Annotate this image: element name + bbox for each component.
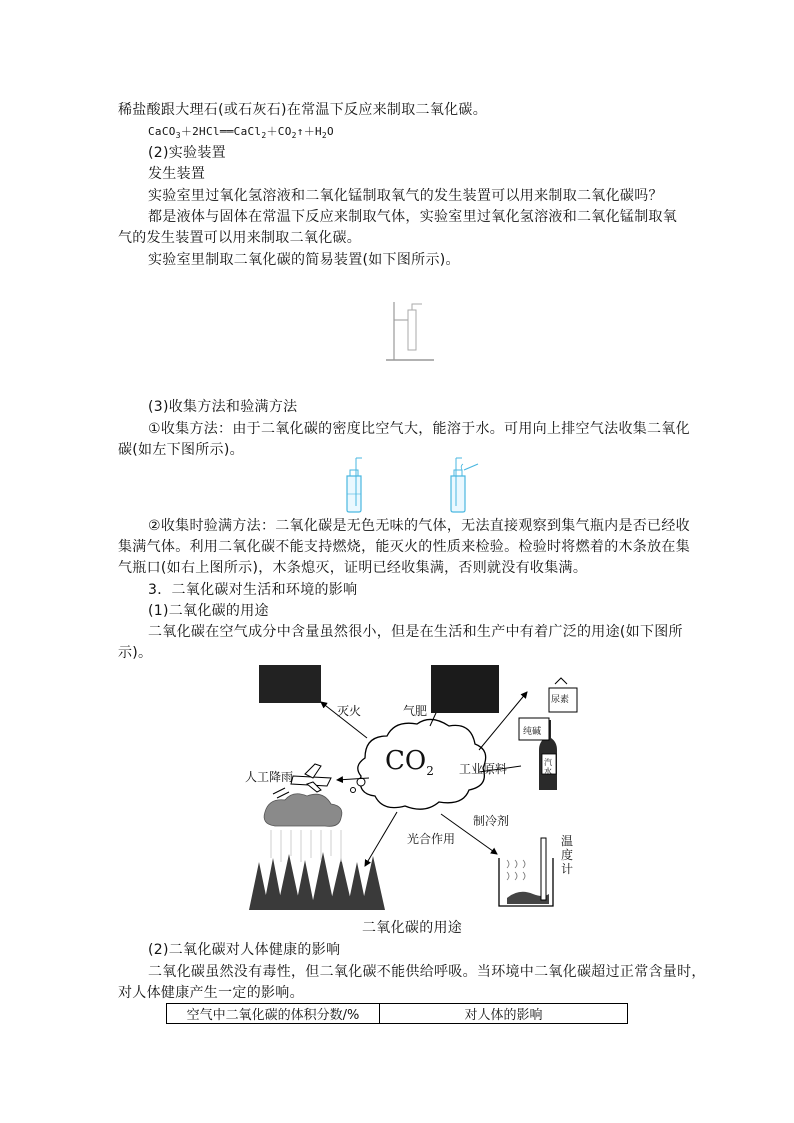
label-industry: 工业原料 bbox=[459, 762, 508, 776]
label-refrigerant: 制冷剂 bbox=[473, 814, 510, 828]
label-urea: 尿素 bbox=[551, 695, 570, 705]
label-soda-water: 汽水 bbox=[544, 758, 552, 776]
verify-full-bottle-figure bbox=[442, 456, 482, 514]
table-header-row bbox=[167, 1004, 628, 1024]
label-photosynthesis: 光合作用 bbox=[407, 832, 456, 846]
text-line: 碳(如左下图所示)。 bbox=[118, 442, 244, 458]
co2-uses-diagram bbox=[245, 662, 585, 912]
text-line: ②收集时验满方法：二氧化碳是无色无味的气体，无法直接观察到集气瓶内是否已经收 bbox=[148, 518, 690, 534]
label-thermometer: 温度计 bbox=[561, 834, 574, 876]
text-line: 稀盐酸跟大理石(或石灰石)在常温下反应来制取二氧化碳。 bbox=[118, 102, 488, 118]
section-heading: (3)收集方法和验满方法 bbox=[148, 399, 298, 415]
label-artificial-rain: 人工降雨 bbox=[245, 770, 294, 784]
table-header-cell: 空气中二氧化碳的体积分数/% bbox=[167, 1004, 380, 1024]
apparatus-figure bbox=[380, 296, 440, 362]
health-effects-table bbox=[166, 1003, 628, 1024]
label-fire: 灭火 bbox=[337, 704, 362, 718]
label-fertilizer: 气肥 bbox=[403, 704, 428, 718]
subheading: 发生装置 bbox=[148, 166, 206, 182]
text-line: 集满气体。利用二氧化碳不能支持燃烧，能灭火的性质来检验。检验时将燃着的木条放在集 bbox=[118, 539, 690, 555]
text-line: 对人体健康产生一定的影响。 bbox=[118, 985, 304, 1001]
table-header-cell: 对人体的影响 bbox=[380, 1004, 628, 1024]
text-line: 气的发生装置可以用来制取二氧化碳。 bbox=[118, 230, 362, 246]
text-line: 二氧化碳虽然没有毒性，但二氧化碳不能供给呼吸。当环境中二氧化碳超过正常含量时， bbox=[148, 964, 706, 980]
subheading: (2)二氧化碳对人体健康的影响 bbox=[148, 942, 341, 958]
question-line: 实验室里过氧化氢溶液和二氧化锰制取氧气的发生装置可以用来制取二氧化碳吗？ bbox=[148, 188, 663, 204]
fire-extinguishing-photo bbox=[259, 665, 321, 703]
section-heading: 3．二氧化碳对生活和环境的影响 bbox=[148, 582, 358, 598]
co2-label: $CO_2$ bbox=[385, 746, 434, 779]
greenhouse-photo bbox=[431, 665, 499, 713]
text-line: 实验室里制取二氧化碳的简易装置(如下图所示)。 bbox=[148, 252, 460, 268]
section-heading: (2)实验装置 bbox=[148, 145, 226, 161]
text-line: 气瓶口(如右上图所示)，木条熄灭，证明已经收集满，否则就没有收集满。 bbox=[118, 560, 588, 576]
text-line: 二氧化碳在空气成分中含量虽然很小，但是在生活和生产中有着广泛的用途(如下图所 bbox=[148, 624, 683, 640]
chemical-equation: $CaCO_3+2HCl══CaCl_2+CO_2↑+H_2O$ bbox=[148, 125, 334, 141]
subheading: (1)二氧化碳的用途 bbox=[148, 603, 269, 619]
text-line: ①收集方法：由于二氧化碳的密度比空气大，能溶于水。可用向上排空气法收集二氧化 bbox=[148, 421, 690, 437]
figure-caption: 二氧化碳的用途 bbox=[362, 920, 463, 936]
label-soda: 纯碱 bbox=[523, 727, 542, 737]
collection-bottle-figure bbox=[338, 456, 370, 514]
text-line: 示)。 bbox=[118, 645, 153, 661]
text-line: 都是液体与固体在常温下反应来制取气体，实验室里过氧化氢溶液和二氧化锰制取氧 bbox=[148, 209, 678, 225]
